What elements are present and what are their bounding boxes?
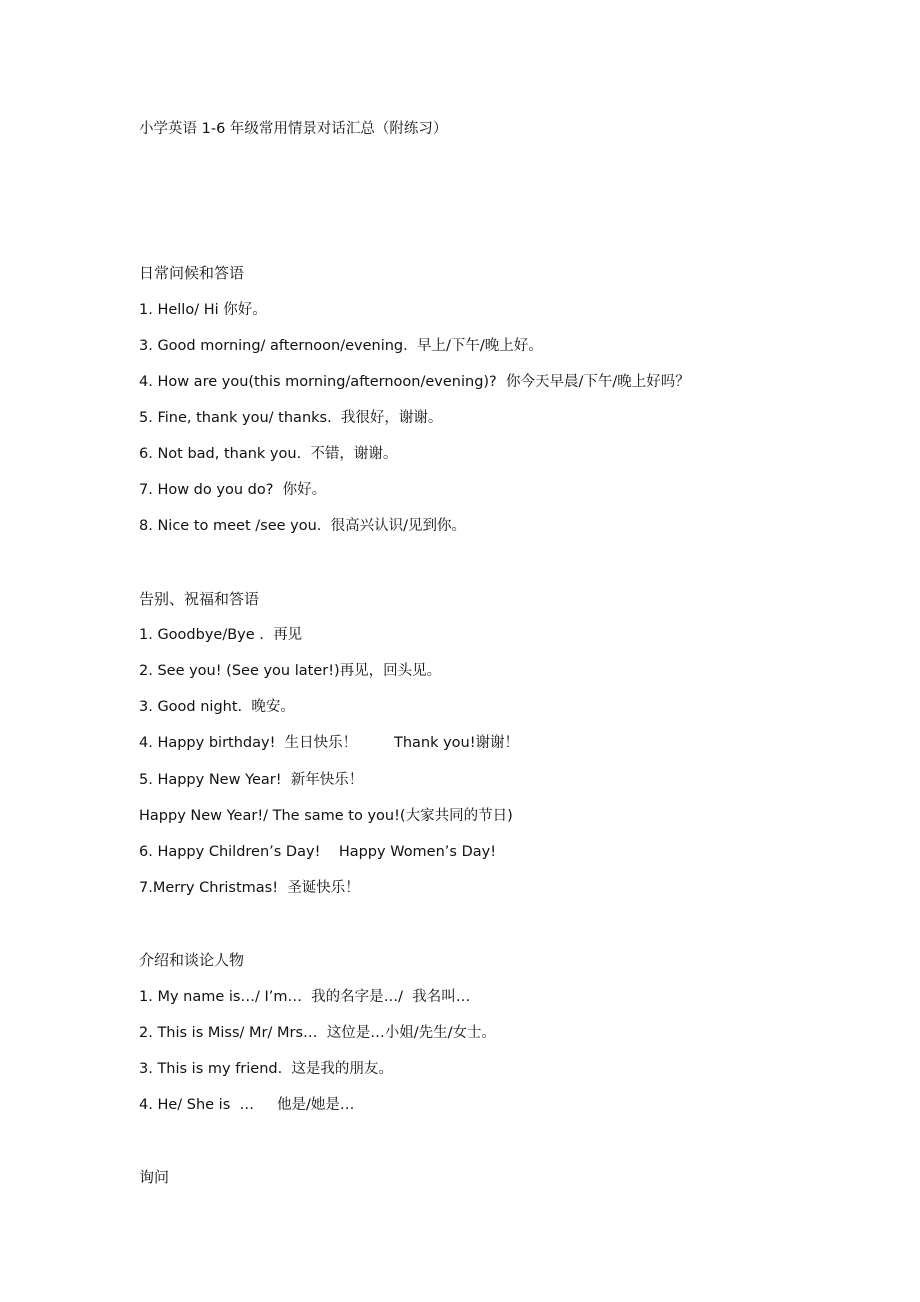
greetings-line: 3. Good morning/ afternoon/evening. 早上/下午/晚上好。: [139, 338, 543, 354]
greetings-line: 8. Nice to meet /see you. 很高兴认识/见到你。: [139, 518, 466, 534]
greetings-line: 4. How are you(this morning/afternoon/evening)? 你今天早晨/下午/晚上好吗？: [139, 374, 690, 390]
section-heading-greetings: 日常问候和答语: [139, 264, 245, 282]
document-title: 小学英语 1-6 年级常用情景对话汇总（附练习）: [139, 121, 448, 137]
farewells-line: 1. Goodbye/Bye . 再见: [139, 627, 303, 643]
section-heading-inquiries: 询问: [139, 1168, 170, 1186]
introductions-line: 1. My name is…/ I’m… 我的名字是…/ 我名叫…: [139, 989, 471, 1005]
introductions-line: 3. This is my friend. 这是我的朋友。: [139, 1061, 393, 1077]
section-heading-farewells: 告别、祝福和答语: [139, 590, 260, 608]
greetings-line: 5. Fine, thank you/ thanks. 我很好，谢谢。: [139, 410, 443, 426]
farewells-line: 5. Happy New Year! 新年快乐！: [139, 772, 364, 788]
section-heading-introductions: 介绍和谈论人物: [139, 951, 245, 969]
farewells-line: 7.Merry Christmas! 圣诞快乐！: [139, 880, 360, 896]
farewells-line: 2. See you! (See you later!)再见，回头见。: [139, 663, 442, 679]
introductions-line: 2. This is Miss/ Mr/ Mrs… 这位是…小姐/先生/女士。: [139, 1025, 496, 1041]
farewells-line: 3. Good night. 晚安。: [139, 699, 295, 715]
farewells-line: 6. Happy Children’s Day! Happy Women’s Day!: [139, 844, 497, 860]
greetings-line: 7. How do you do? 你好。: [139, 482, 327, 498]
introductions-line: 4. He/ She is … 他是/她是…: [139, 1097, 355, 1113]
farewells-line: Happy New Year!/ The same to you!(大家共同的节日): [139, 808, 513, 824]
farewells-line: 4. Happy birthday! 生日快乐！ Thank you!谢谢！: [139, 735, 520, 751]
greetings-line: 6. Not bad, thank you. 不错，谢谢。: [139, 446, 398, 462]
greetings-line: 1. Hello/ Hi 你好。: [139, 302, 267, 318]
